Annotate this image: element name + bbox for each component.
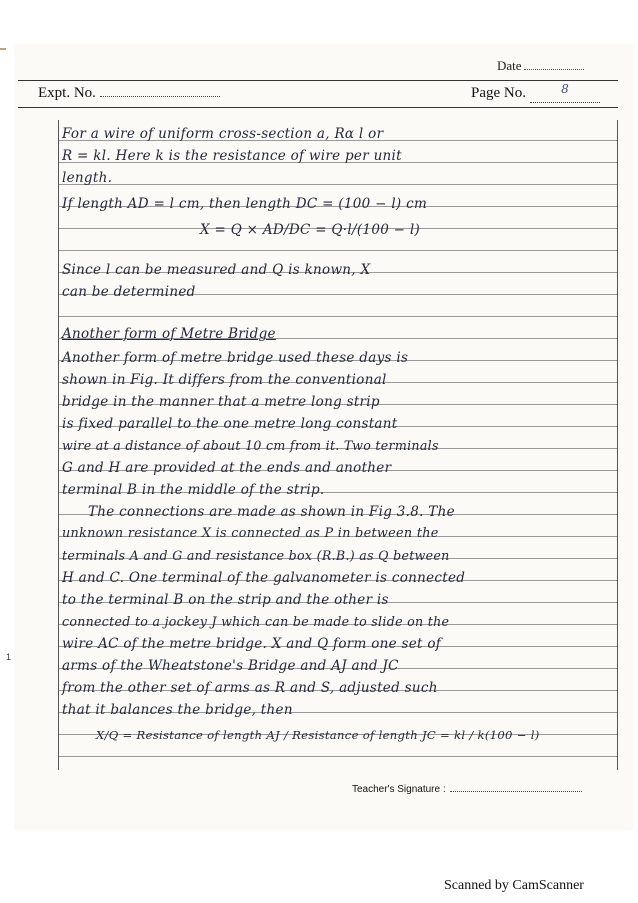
text-line: bridge in the manner that a metre long strip xyxy=(62,394,380,410)
text-line: terminals A and G and resistance box (R.B.) as Q between xyxy=(62,548,450,563)
text-line: length. xyxy=(62,170,113,186)
margin-number: 1 xyxy=(6,652,12,662)
section-heading: Another form of Metre Bridge xyxy=(62,326,276,342)
expt-field xyxy=(38,85,220,102)
ruled-line xyxy=(59,250,617,251)
punch-hole-mark xyxy=(0,48,6,50)
page-number-value: 8 xyxy=(561,82,569,96)
text-line: H and C. One terminal of the galvanometer is connected xyxy=(62,570,466,586)
page-number-field xyxy=(471,82,600,103)
teacher-signature-label: Teacher's Signature : xyxy=(352,784,446,795)
text-line: can be determined xyxy=(62,284,196,300)
scanner-watermark: Scanned by CamScanner xyxy=(444,878,584,893)
teacher-signature xyxy=(352,784,582,795)
ruled-line xyxy=(59,316,617,317)
text-line: that it balances the bridge, then xyxy=(62,702,293,718)
date-field xyxy=(497,58,584,74)
date-blank xyxy=(524,69,584,70)
text-line: Since l can be measured and Q is known, X xyxy=(62,262,371,278)
text-line: X = Q × AD/DC = Q·l/(100 − l) xyxy=(200,222,421,238)
text-line: R = kl. Here k is the resistance of wire per unit xyxy=(62,148,402,164)
text-line: to the terminal B on the strip and the other is xyxy=(62,592,389,608)
page-number-label: Page No. xyxy=(471,85,526,101)
text-line: is fixed parallel to the one metre long constant xyxy=(62,416,398,432)
text-line: from the other set of arms as R and S, adjusted such xyxy=(62,680,438,696)
text-line: If length AD = l cm, then length DC = (100 − l) cm xyxy=(62,196,428,212)
text-line: terminal B in the middle of the strip. xyxy=(62,482,325,498)
ruled-line xyxy=(59,756,617,757)
text-line: unknown resistance X is connected as P in between the xyxy=(62,526,439,541)
text-line: wire AC of the metre bridge. X and Q form one set of xyxy=(62,636,442,652)
text-line: The connections are made as shown in Fig 3.8. The xyxy=(88,504,455,520)
text-line: G and H are provided at the ends and another xyxy=(62,460,392,476)
ruled-line xyxy=(59,184,617,185)
page-number-blank xyxy=(530,82,600,103)
page-header xyxy=(18,80,618,108)
text-line: For a wire of uniform cross-section a, Rα l or xyxy=(62,126,384,142)
expt-label: Expt. No. xyxy=(38,85,96,101)
date-label: Date xyxy=(497,58,522,73)
expt-blank xyxy=(100,96,220,97)
formula-line: X/Q = Resistance of length AJ / Resistance of length JC = kl / k(100 − l) xyxy=(96,728,540,742)
text-line: connected to a jockey J which can be made to slide on the xyxy=(62,614,450,629)
text-line: shown in Fig. It differs from the conventional xyxy=(62,372,387,388)
text-line: arms of the Wheatstone's Bridge and AJ and JC xyxy=(62,658,399,674)
text-line: wire at a distance of about 10 cm from it. Two terminals xyxy=(62,438,439,453)
teacher-signature-blank xyxy=(450,791,582,792)
text-line: Another form of metre bridge used these days is xyxy=(62,350,409,366)
